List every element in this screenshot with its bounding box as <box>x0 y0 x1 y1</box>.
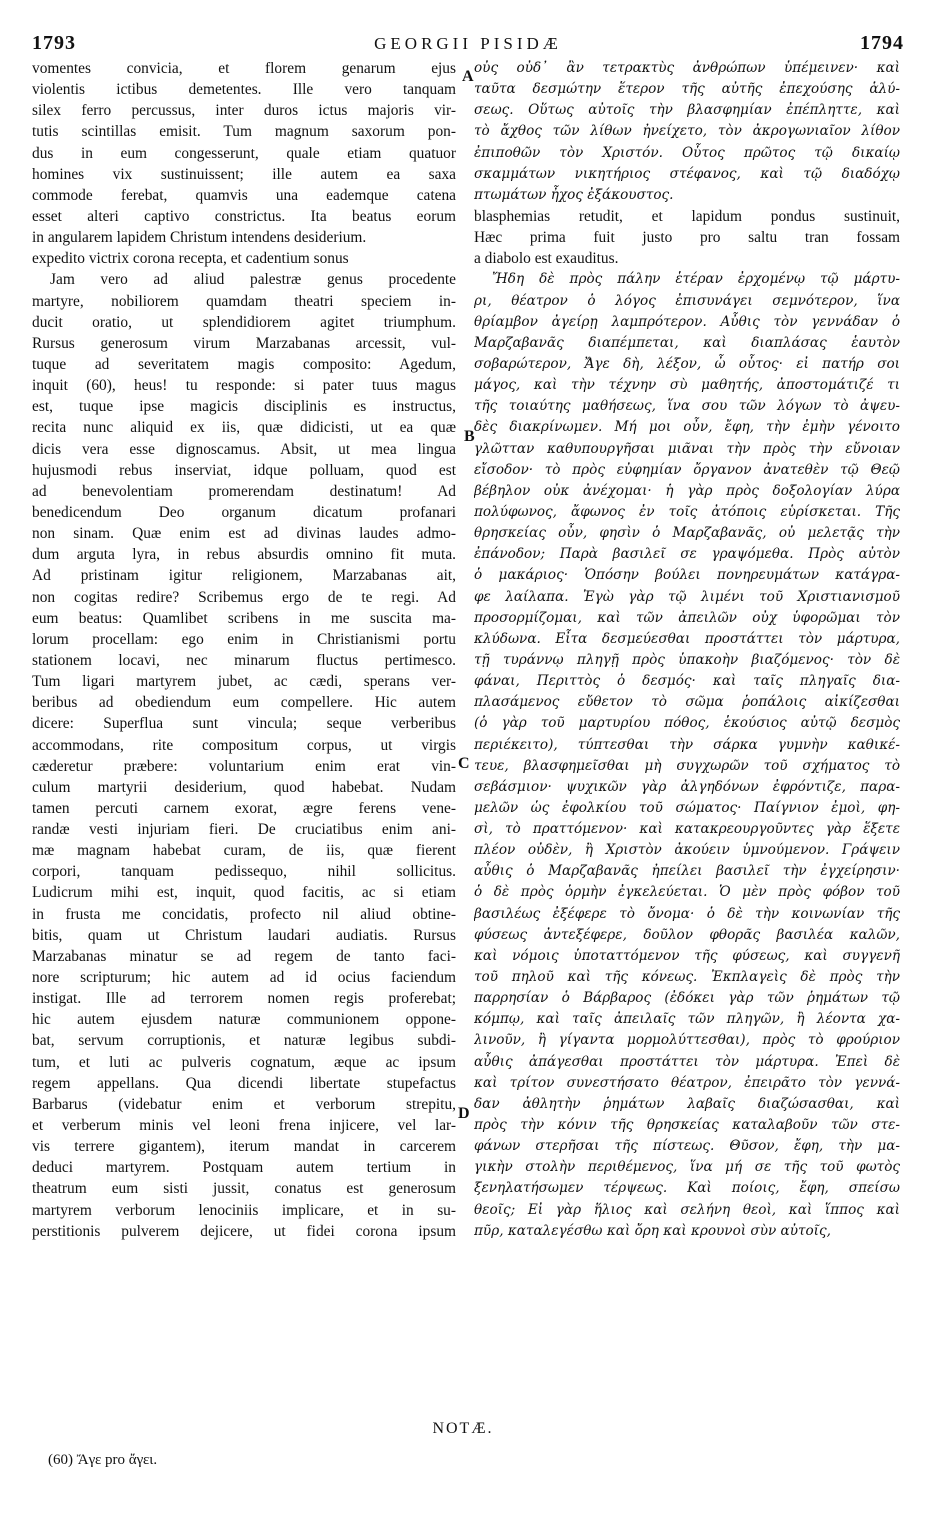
greek-text-line: βασιλέως ἐξέφερε τὸ ὄνομα· ὁ δὲ τὴν κοινωνίαν τῆς <box>474 905 900 922</box>
latin-text-line: instigat. Ille ad terrorem nomen regis proferebat; <box>32 990 456 1008</box>
footnote: (60) Ἄγε pro ἄγει. <box>48 1452 158 1468</box>
latin-text-line: inquit (60), heus! tu responde: si pater tuus magus <box>32 377 456 395</box>
notes-title: NOTÆ. <box>432 1420 494 1437</box>
page-header <box>32 32 904 56</box>
greek-text-line: ἐπάνοδον; Παρὰ βασιλεῖ σε γραψόμεθα. Πρὸς αὐτὸν <box>474 546 900 563</box>
greek-text-line: πολύφωνος, ἄφωνος ἐν τοῖς ἀτόποις εὑρίσκεται. Τῆς <box>474 503 900 520</box>
greek-text-line: περιέκειτο), τύπτεσθαι τὴν σάρκα γυμνὴν καθικέ- <box>474 736 900 753</box>
latin-text-line: dicis vera esse dignoscamus. Absit, ut mea lingua <box>32 440 456 458</box>
greek-text-line: κόμπῳ, καὶ ταῖς ἀπειλαῖς τῶν πληγῶν, ἢ λέοντα χα- <box>474 1011 900 1028</box>
greek-text-line: τοῦ πηλοῦ καὶ τῆς κόνεως. Ἐκπλαγεὶς δὲ πρὸς τὴν <box>474 969 900 986</box>
greek-text-line: ταῦτα δεσμώτην ἕτερον τῆς αὐτῆς ἐπεχούσης ἁλύ- <box>474 81 900 98</box>
latin-text-line: dum arguta lyra, in rebus absurdis omnino fit muta. <box>32 546 456 564</box>
greek-text-line: μάγος, καὶ τὴν τέχνην σὺ μαθητής, ἀποστομάτιζέ τι <box>474 377 900 394</box>
latin-continuation-line: a diabolo est exauditus. <box>474 250 619 268</box>
greek-text-line: φάνων στερῆσαι τῆς πίστεως. Θῦσον, ἔφη, τὴν μα- <box>474 1138 900 1155</box>
latin-text-line: silex ferro percussus, inter duros ictus majoris vir- <box>32 102 456 120</box>
latin-text-line: ad benevolentiam promerendam destinatum! Ad <box>32 482 456 500</box>
latin-continuation-line: Hæc prima fuit justo pro saltu tran fossam <box>474 229 900 247</box>
greek-text-line: σεως. Οὕτως αὐτοῖς τὴν βλασφημίαν ἐπέπληττε, καὶ <box>474 102 900 119</box>
greek-text-line: δαν ἀθλητὴν ῥημάτων λαβαῖς διαζώσασθαι, καὶ <box>474 1095 900 1112</box>
latin-text-line: non cogitas redire? Scribemus ergo de te regi. Ad <box>32 588 456 606</box>
latin-text-line: deduci martyrem. Postquam autem tertium in <box>32 1159 456 1177</box>
latin-text-line: culum martyrii desiderium, quod habebat. Nudam <box>32 778 456 796</box>
greek-text-line: λινοῦν, ἢ γίγαντα μορμολύττεσθαι), πρὸς τὸ φρούριον <box>474 1032 900 1049</box>
latin-continuation <box>474 206 900 269</box>
margin-letter-a: A <box>462 68 474 85</box>
latin-text-line: homines vix sustinuissent; ille autem ea saxa <box>32 165 456 183</box>
latin-text-line: tuque ad severitatem magis composito: Agedum, <box>32 355 456 373</box>
greek-text-line: αὖθις ὁ Μαρζαβανᾶς ἠπείλει βασιλεῖ τὴν ἐγχείρησιν· <box>474 863 900 880</box>
latin-text-line: randæ vesti injuriam fieri. De cruciatibus enim ani- <box>32 821 456 839</box>
latin-text-line: in frusta me concidatis, profecto nil aliud obtine- <box>32 905 456 923</box>
greek-text-line: φάναι, Περιττὸς ὁ δεσμός· καὶ ταῖς πληγαῖς δια- <box>474 673 900 690</box>
greek-text-line: σκαμμάτων νικητήριος στέφανος, καὶ τῷ διαδόχῳ <box>474 165 900 182</box>
latin-text-line: bat, servum corruptionis, et naturæ legibus subdi- <box>32 1032 456 1050</box>
greek-text-line: σοβαρώτερον, Ἄγε δὴ, λέξον, ὦ οὗτος· εἰ πατήρ σοι <box>474 355 900 372</box>
greek-text-line: ρι, θέατρον ὁ λόγος ἐπισυνάγει σεμνότερον, ἵνα <box>474 292 900 309</box>
greek-text-line: φύσεως ἀντεξέφερε, δοῦλον φθορᾶς βασιλέα καλῶν, <box>474 926 900 943</box>
greek-text-line: πρὸς τὴν κόνιν τῆς θρησκείας καταλαβοῦν τῶν στε- <box>474 1117 900 1134</box>
latin-text-line: Ludicrum mihi est, inquit, quod facitis, ac si etiam <box>32 884 456 902</box>
greek-column <box>474 58 900 1242</box>
latin-text-line: recita nunc aliquid ex iis, quæ didicisti, ut ea quæ <box>32 419 456 437</box>
latin-text-line: Marzabanas minatur se ad regem de tanto faci- <box>32 947 456 965</box>
latin-text-line: violentis ictibus demetentes. Ille vero tanquam <box>32 81 456 99</box>
margin-letter-b: B <box>464 428 475 445</box>
latin-text-line: Barbarus (videbatur enim et verborum strepitu, <box>32 1095 456 1113</box>
greek-text-line: καὶ νόμοις ὑποταττόμενον τῆς φύσεως, καὶ συγγενῆ <box>474 947 900 964</box>
greek-text-line: οὐς οὐδ᾽ ἂν τετρακτὺς ἀνθρώπων ὑπέμεινεν· καὶ <box>474 60 900 76</box>
latin-text-line: in angularem lapidem Christum intendens desiderium. <box>32 229 367 247</box>
greek-text-line: Μαρζαβανᾶς διαπέμπεται, καὶ διαπλάσας ἑαυτὸν <box>474 334 900 351</box>
latin-text-line: accommodans, rite compositum corpus, ut virgis <box>32 736 456 754</box>
greek-text-line: δὲς διακρίνωμεν. Μή μοι οὖν, ἔφη, τὴν ἐμὴν γένοιτο <box>474 419 900 436</box>
greek-text-line: ἐπιποθῶν τὸν Χριστόν. Οὗτος πρῶτος τῷ δικαίῳ <box>474 144 900 161</box>
latin-text-line: martyre, nobiliorem quamdam theatri speciem in- <box>32 292 456 310</box>
greek-text-line: Ἤδη δὲ πρὸς πάλην ἑτέραν ἐρχομένῳ τῷ μάρτυ- <box>492 271 900 288</box>
latin-text-line: bitis, quam ut Christum laudari audiatis. Rursus <box>32 926 456 944</box>
greek-text-line: γικὴν στολὴν περιθέμενος, ἵνα μή σε τῆς τοῦ φωτὸς <box>474 1159 900 1176</box>
latin-text-line: tutis scintillas emisit. Tum magnum saxorum pon- <box>32 123 456 141</box>
latin-text-line: martyrem verborum lenociniis implicare, et in su- <box>32 1201 456 1219</box>
greek-text-line: μελῶν ὡς ἐφολκίου τοῦ σώματος· Παίγνιον ἐμοὶ, φη- <box>474 799 900 816</box>
latin-text-line: benedicendum Deo organum dicatum profanari <box>32 503 456 521</box>
latin-text-line: eum beatus: Quamlibet scribens in me suscita ma- <box>32 609 456 627</box>
greek-text-line: θεοῖς; Εἰ γὰρ ἥλιος καὶ σελήνη θεοὶ, καὶ ἵππος καὶ <box>474 1201 900 1218</box>
greek-text-line: θρησκείας οὖν, φησὶν ὁ Μαρζαβανᾶς, οὐ μελετᾷς τὴν <box>474 525 900 542</box>
latin-text-line: dicere: Superflua sunt vincula; seque verberibus <box>32 715 456 733</box>
latin-text-line: esset alteri captivo constrictus. Ita beatus eorum <box>32 207 456 225</box>
greek-text-line: τὸ ἄχθος τῶν λίθων ἠνείχετο, τὸν ἀκρογωνιαῖον λίθον <box>474 123 900 140</box>
latin-text-line: Jam vero ad aliud palestræ genus procedente <box>50 271 456 289</box>
latin-column <box>32 58 456 1242</box>
margin-letter-d: D <box>458 1105 470 1122</box>
greek-text-line: τῆς τοιαύτης μαθήσεως, ἵνα σου τῶν λόγων τὸ ἀψευ- <box>474 398 900 415</box>
greek-text-line: γλῶτταν καθυπουργῆσαι μιᾶναι τὴν πρὸς τὴν εὔνοιαν <box>474 440 900 457</box>
latin-text-line: tum, et luti ac pulveris cognatum, æque ac ipsum <box>32 1053 456 1071</box>
latin-text-line: Rursus generosum virum Marzabanas arcessit, vul- <box>32 334 456 352</box>
latin-text-line: Ad pristinam igitur religionem, Marzabanas ait, <box>32 567 456 585</box>
latin-text-line: lorum procellam: ego enim in Christianismi portu <box>32 630 456 648</box>
greek-text-line: ὁ μακάριος· Ὁπόσην βούλει πονηρευμάτων κατάγρα- <box>474 567 900 584</box>
greek-text-line: κλύδωνα. Εἶτα δεσμεύεσθαι προστάττει τὸν μάρτυρα, <box>474 630 900 647</box>
latin-text-line: non sinam. Quæ enim est ad divinas laudes admo- <box>32 525 456 543</box>
latin-text-line: hujusmodi rebus inserviat, idque polluam, quod est <box>32 461 456 479</box>
latin-text-line: corpori, tanquam pedissequo, nihil sollicitus. <box>32 863 456 881</box>
latin-text-line: perstitionis pulverem dejicere, ut fidei corona ipsum <box>32 1222 456 1240</box>
greek-text-line: καὶ τρίτον συνεστήσατο θέατρον, ἐπειρᾶτο τὸν γεννά- <box>474 1074 900 1091</box>
latin-text-line: ducit oratio, ut splendidiorem agitet triumphum. <box>32 313 456 331</box>
greek-text-line: πτωμάτων ἦχος ἐξάκουστος. <box>474 186 674 203</box>
latin-continuation-line: blasphemias retudit, et lapidum pondus sustinuit, <box>474 207 900 225</box>
greek-text-line: ξενηλατήσωμεν τέρψεως. Καὶ ποίοις, ἔφη, σπείσω <box>474 1180 900 1197</box>
page-number-left: 1793 <box>32 32 76 54</box>
latin-text-line: tamen percuti carnem exorat, ægre ferens vene- <box>32 799 456 817</box>
greek-text-line: σὶ, τὸ πραττόμενον· καὶ κατακρεουργοῦντες γὰρ ἕξετε <box>474 821 900 838</box>
latin-text-line: vomentes convicia, et florem genarum ejus <box>32 60 456 77</box>
greek-text-line: βέβηλον οὐκ ἀνέχομαι· ἡ γὰρ πρὸς δοξολογίαν λύρα <box>474 482 900 499</box>
latin-text-line: expedito victrix corona recepta, et cadentium sonus <box>32 250 349 268</box>
greek-text-line: πλέον οὐδὲν, ἢ Χριστὸν ἀκούειν ὑμνούμενον. Γράψειν <box>474 842 900 859</box>
greek-text-line: θρίαμβον ἀγείρῃ λαμπρότερον. Αὖθις τὸν γεννάδαν ὁ <box>474 313 900 330</box>
greek-text-line: παρρησίαν ὁ Βάρβαρος (ἐδόκει γὰρ τῶν ῥημάτων τῷ <box>474 990 900 1007</box>
greek-text-line: εἴσοδον· τὸ πρὸς εὐφημίαν ὄργανον ἀνατεθὲν τῷ Θεῷ <box>474 461 900 478</box>
latin-text-line: Tum ligari martyrem jubet, ac cædi, sperans ver- <box>32 673 456 691</box>
greek-text-line: πῦρ, καταλεγέσθω καὶ ὄρη καὶ κρουνοὶ σὺν αὐτοῖς, <box>474 1222 831 1239</box>
latin-text-line: vis terrere gigantem), iterum mandat in carcerem <box>32 1138 456 1156</box>
latin-text-line: regem appellans. Qua dicendi libertate stupefactus <box>32 1074 456 1092</box>
latin-text-line: dus in eum congesserunt, quale etiam quatuor <box>32 144 456 162</box>
greek-text-line: τευε, βλασφημεῖσθαι μὴ συγχωρῶν τοῦ σχήματος τὸ <box>474 757 900 774</box>
greek-text-line: πλασάμενος εὔθετον τὸ σῶμα ῥοπάλοις αἰκίζεσθαι <box>474 694 900 711</box>
margin-letter-c: C <box>458 755 470 772</box>
greek-text-line: αὖθις ἀπάγεσθαι προστάττει τὸν μάρτυρα. Ἐπεὶ δὲ <box>474 1053 900 1070</box>
latin-text-line: theatrum eum sisti jussit, conatus est generosum <box>32 1180 456 1198</box>
latin-text-line: et verberum minis vel leoni frena injicere, vel lar- <box>32 1117 456 1135</box>
running-title: GEORGII PISIDÆ <box>374 34 562 53</box>
greek-text-line: σεβάσμιον· ψυχικῶν γὰρ ἀλγηδόνων ἐφρόντιζε, παρα- <box>474 778 900 795</box>
greek-text-line: ὁ δὲ πρὸς ὁρμὴν ἐγκελεύεται. Ὁ μὲν πρὸς φόβον τοῦ <box>474 884 900 901</box>
latin-text-line: est, tuque ipse magicis disciplinis es instructus, <box>32 398 456 416</box>
greek-text-line: φε λαίλαπα. Ἐγὼ γὰρ τῷ λιμένι τοῦ Χριστιανισμοῦ <box>474 588 900 605</box>
greek-text-line: τῇ τυράννῳ πληγῇ πρὸς ὑπακοὴν βιαζόμενος· τὸν δὲ <box>474 651 900 668</box>
greek-text-line: (ὁ γὰρ τοῦ μαρτυρίου πόθος, ἑκούσιος αὐτῷ δεσμὸς <box>474 715 900 732</box>
latin-text-line: cæderetur præbere: voluntarium enim erat vin- <box>32 757 456 775</box>
latin-text-line: hic autem ejusdem naturæ communionem oppone- <box>32 1011 456 1029</box>
latin-text-line: nore scripturum; hic autem ad id ocius faciendum <box>32 969 456 987</box>
latin-text-line: stationem locavi, nec minarum fluctus pertimesco. <box>32 651 456 669</box>
latin-text-line: mæ magnam habebat curam, de iis, quæ fierent <box>32 842 456 860</box>
latin-text-line: commode ferebat, quamvis una eademque catena <box>32 186 456 204</box>
greek-text-line: προσορμίζομαι, καὶ τῶν ἀπειλῶν οὐχ ὑφορῶμαι τὸν <box>474 609 900 626</box>
latin-text-line: beribus ad obediendum eum compellere. Hic autem <box>32 694 456 712</box>
page-number-right: 1794 <box>860 32 904 54</box>
